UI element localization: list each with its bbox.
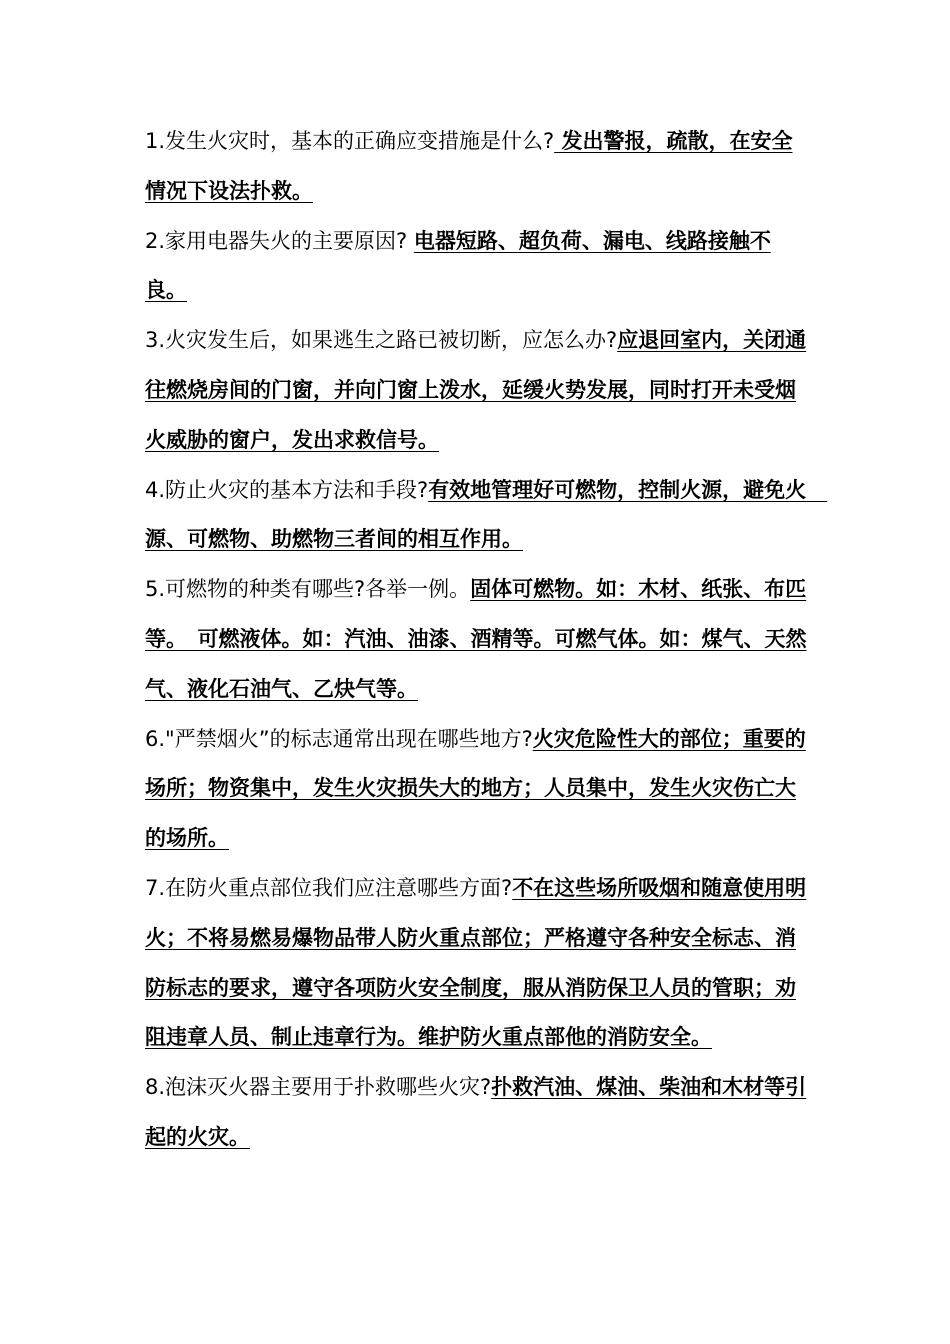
answer-text: 火灾危险性大的部位；重要的场所；物资集中，发生火灾损失大的地方；人员集中，发生火灾伤亡大的场所。	[145, 726, 806, 851]
qa-item-6	[145, 715, 809, 864]
answer-text: 电器短路、超负荷、漏电、线路接触不良。	[145, 228, 771, 303]
question-text: 5.可燃物的种类有哪些?各举一例。	[145, 577, 471, 602]
qa-item-5	[145, 565, 809, 714]
document-page	[145, 117, 828, 1163]
qa-item-4	[145, 466, 828, 566]
question-text: 8.泡沫灭火器主要用于扑救哪些火灾?	[145, 1075, 492, 1100]
answer-text: 有效地管理好可燃物，控制火源，避免火 源、可燃物、助燃物三者间的相互作用。	[145, 477, 828, 552]
question-text: 3.火灾发生后，如果逃生之路已被切断，应怎么办?	[145, 328, 618, 353]
answer-text: 固体可燃物。如：木材、纸张、布匹等。 可燃液体。如：汽油、油漆、酒精等。可燃气体。如：煤气、天然气、液化石油气、乙炔气等。	[145, 577, 807, 701]
question-text: 4.防止火灾的基本方法和手段?	[145, 477, 429, 502]
qa-item-2	[145, 217, 809, 317]
qa-item-1	[145, 117, 809, 217]
answer-text: 扑救汽油、煤油、柴油和木材等引起的火灾。	[145, 1075, 807, 1149]
qa-item-3	[145, 316, 809, 465]
qa-item-7	[145, 864, 809, 1063]
qa-item-8	[145, 1063, 809, 1163]
answer-text: 不在这些场所吸烟和随意使用明火；不将易燃易爆物品带人防火重点部位；严格遵守各种安全标志、消防标志的要求，遵守各项防火安全制度，服从消防保卫人员的管职；劝阻违章人员、制止违章行为。维护防火重点部他的消防安全。	[145, 875, 807, 1050]
answer-text: 发出警报，疏散，在安全情况下设法扑救。	[145, 129, 793, 203]
question-text: 6."严禁烟火”的标志通常出现在哪些地方?	[145, 726, 533, 751]
answer-text: 应退回室内，关闭通往燃烧房间的门窗，并向门窗上泼水，延缓火势发展，同时打开未受烟火威胁的窗户，发出求救信号。	[145, 328, 807, 452]
question-text: 2.家用电器失火的主要原因?	[145, 228, 414, 253]
question-text: 7.在防火重点部位我们应注意哪些方面?	[145, 875, 513, 900]
question-text: 1.发生火灾时，基本的正确应变措施是什么?	[145, 129, 555, 153]
